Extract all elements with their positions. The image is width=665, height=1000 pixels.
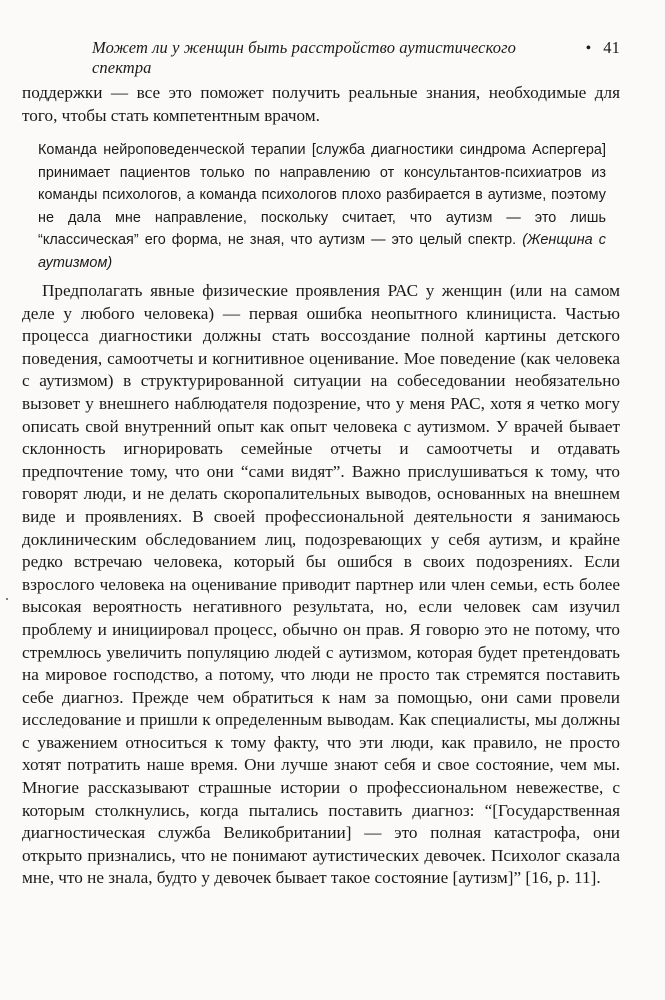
quote-attribution: (Женщина с аутизмом)	[38, 232, 606, 271]
main-paragraph: Предполагать явные физические проявления РАС у женщин (или на самом деле у любого человека) — первая ошибка неопытного клинициста. Частью процесса диагностики должны стать воссоздание полной картины детского поведения, самоотчеты и когнитивное оценивание. Мое поведение (как человека с аутизмом) в структурированной ситуации на собеседовании необязательно вызовет у внешнего наблюдателя подозрение, что у меня РАС, хотя я четко могу описать свой внутренний опыт как опыт человека с аутизмом. У врачей бывает склонность игнорировать семейные отчеты и самоотчеты и отдавать предпочтение тому, что они “сами видят”. Важно прислушиваться к тому, что говорят люди, и не делать скоропалительных выводов, основанных на внешнем виде и проявлениях. В своей профессиональной деятельности я занимаюсь доклиническим обследованием лиц, подозревающих у себя аутизм, и крайне редко встречаю человека, который бы ошибся в своих подозрениях. Если взрослого человека на оценивание приводит партнер или член семьи, есть более высокая вероятность негативного результата, но, если человек сам изучил проблему и инициировал процесс, обычно он прав. Я говорю это не потому, что стремлюсь увеличить популяцию людей с аутизмом, которая будет претендовать на мировое господство, а потому, что люди не просто так стремятся поставить себе диагноз. Прежде чем обратиться к нам за помощью, они сами провели исследование и пришли к определенным выводам. Как специалисты, мы должны с уважением относиться к тому факту, что эти люди, как правило, не просто хотят потратить наше время. Они лучше знают себя и свое состояние, чем мы. Многие рассказывают страшные истории о профессиональном невежестве, с которым столкнулись, когда пытались поставить диагноз: “[Государственная диагностическая служба Великобритании] — это полная катастрофа, они открыто признались, что не понимают аутистических девочек. Психолог сказала мне, что не знала, будто у девочек бывает такое состояние [аутизм]” [16, p. 11].	[22, 281, 620, 888]
running-title: Может ли у женщин быть расстройство аутистического спектра	[92, 38, 517, 77]
intro-paragraph: поддержки — все это поможет получить реальные знания, необходимые для того, чтобы стать компетентным врачом.	[22, 83, 620, 125]
running-header	[92, 38, 620, 78]
quote-text: Команда нейроповеденческой терапии [служба диагностики синдрома Аспергера] принимает пациентов только по направлению от консультантов-психиатров из команды психологов, а команда психологов плохо разбирается в аутизме, поэтому не дала мне направление, поскольку считает, что аутизм — это лишь “классическая” его форма, не зная, что аутизм — это целый спектр.	[38, 142, 606, 248]
block-quote	[38, 139, 606, 274]
page-number: 41	[603, 38, 620, 57]
header-bullet: •	[585, 40, 592, 57]
margin-speck	[6, 598, 8, 600]
